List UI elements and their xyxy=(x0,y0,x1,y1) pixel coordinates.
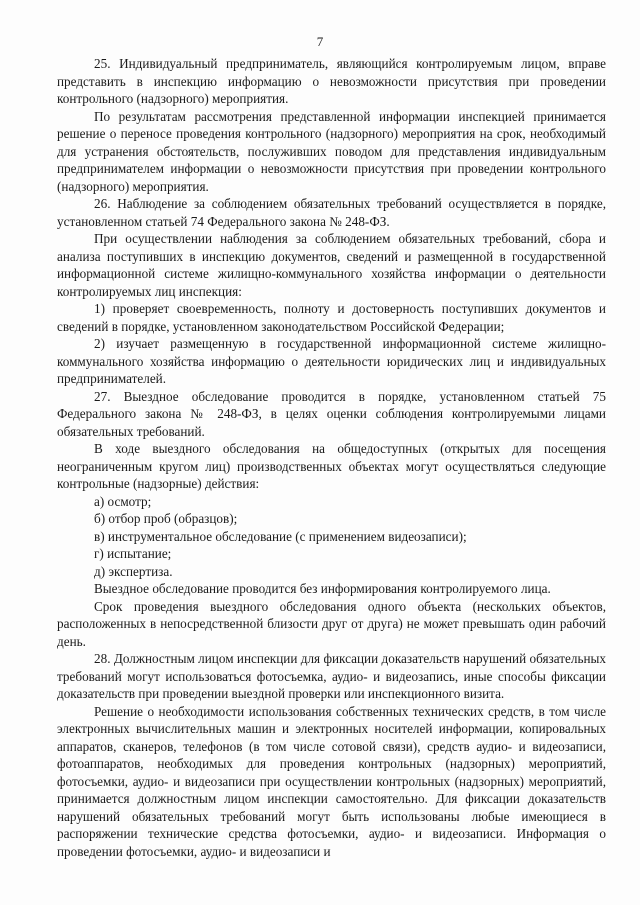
paragraph-duration: Срок проведения выездного обследования одного объекта (нескольких объектов, расположенных в непосредственной близости друг от друга) не может превышать один рабочий день. xyxy=(57,598,606,649)
paragraph-28-technical-means: Решение о необходимости использования собственных технических средств, в том числе электронных вычислительных машин и электронных носителей информации, копировальных аппаратов, сканеров, телефонов (в том числе сотовой связи), средств аудио- и видеозаписи, фотоаппаратов, необходимых для проведения контрольных (надзорных) мероприятий, фотосъемки, аудио- и видеозаписи при осуществлении контрольных (надзорных) мероприятий, принимается должностным лицом инспекции самостоятельно. Для фиксации доказательств нарушений обязательных требований могут быть использованы любые имеющиеся в распоряжении технические средства фотосъемки, аудио- и видеозаписи. Информация о проведении фотосъемки, аудио- и видеозаписи и xyxy=(57,703,606,859)
page-number: 7 xyxy=(316,34,324,49)
paragraph-26-observation: При осуществлении наблюдения за соблюдением обязательных требований, сбора и анализа поступивших в инспекцию документов, сведений и размещенной в государственной информационной системе жилищно-коммунального хозяйства информации о деятельности контролируемых лиц инспекция: xyxy=(57,231,606,299)
paragraph-25: 25. Индивидуальный предприниматель, являющийся контролируемым лицом, вправе представить в инспекцию информацию о невозможности присутствия при проведении контрольного (надзорного) мероприятия. xyxy=(57,56,606,106)
actions-list xyxy=(57,493,606,581)
paragraph-26-item-2: 2) изучает размещенную в государственной информационной системе жилищно-коммунального хозяйства информацию о деятельности юридических лиц и индивидуальных предпринимателей. xyxy=(57,336,606,386)
list-item: б) отбор проб (образцов); xyxy=(94,511,238,526)
paragraph-25-decision: По результатам рассмотрения представленной информации инспекцией принимается решение о переносе проведения контрольного (надзорного) мероприятия на срок, необходимый для устранения обстоятельств, послуживших поводом для представления индивидуальным предпринимателем информации о невозможности присутствия при проведении контрольного (надзорного) мероприятия. xyxy=(57,108,606,194)
paragraph-28: 28. Должностным лицом инспекции для фиксации доказательств нарушений обязательных требований могут использоваться фотосъемка, аудио- и видеозапись, иные способы фиксации доказательств при проведении выездной проверки или инспекционного визита. xyxy=(57,651,606,701)
paragraph-26-item-1: 1) проверяет своевременность, полноту и достоверность поступивших документов и сведений в порядке, установленном законодательством Российской Федерации; xyxy=(57,301,606,334)
paragraph-27-actions-intro: В ходе выездного обследования на общедоступных (открытых для посещения неограниченным кругом лиц) производственных объектах могут осуществляться следующие контрольные (надзорные) действия: xyxy=(57,441,606,491)
list-item: а) осмотр; xyxy=(94,493,152,509)
document-body xyxy=(57,55,606,860)
paragraph-26: 26. Наблюдение за соблюдением обязательных требований осуществляется в порядке, установленном статьей 74 Федерального закона № 248-ФЗ. xyxy=(57,196,606,229)
list-item: г) испытание; xyxy=(94,546,172,561)
list-item: д) экспертиза. xyxy=(94,563,173,579)
paragraph-no-notification: Выездное обследование проводится без информирования контролируемого лица. xyxy=(94,581,551,596)
list-item: в) инструментальное обследование (с применением видеозаписи); xyxy=(94,528,467,544)
paragraph-27: 27. Выездное обследование проводится в порядке, установленном статьей 75 Федерального закона № 248-ФЗ, в целях оценки соблюдения контролируемыми лицами обязательных требований. xyxy=(57,388,606,439)
